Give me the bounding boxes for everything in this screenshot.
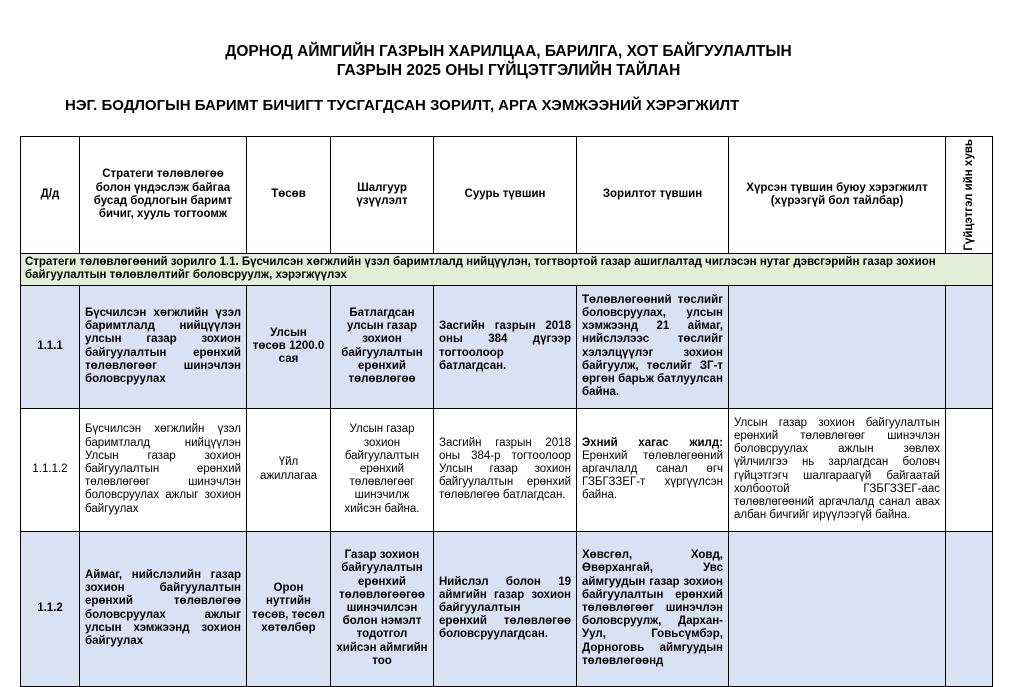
table-row: [21, 285, 993, 408]
row-achieved: Улсын газар зохион байгуулалтын ерөнхий төлөвлөгөөг шинэчлэн боловсруулах ажлын зөвлөх үйлчилгээ нь зарлагдсан боловч гүйцэтгэгч шалгараагүй байгаатай холбоотой ГЗБГЗЗЕГ-аас төлөвлөгөөний аргачлалд санал авах албан бичгийг ирүүлээгүй байна.: [729, 408, 946, 531]
row-strategy: Бүсчилсэн хөгжлийн үзэл баримтлалд нийцүүлэн улсын газар зохион байгуулалтын ерөнхий төлөвлөгөөг шинэчлэн боловсруулах: [80, 285, 247, 408]
header-achieved: Хүрсэн түвшин буюу хэрэгжилт (хүрээгүй бол тайлбар): [729, 137, 946, 254]
report-title-line1: ДОРНОД АЙМГИЙН ГАЗРЫН ХАРИЛЦАА, БАРИЛГА, ХОТ БАЙГУУЛАЛТЫН: [225, 43, 792, 60]
table-row: [21, 531, 993, 686]
header-target: Зорилтот түвшин: [577, 137, 729, 254]
row-achieved: [729, 531, 946, 686]
header-criterion: Шалгуур үзүүлэлт: [331, 137, 434, 254]
header-budget: Төсөв: [247, 137, 331, 254]
header-row: [21, 137, 993, 254]
row-percent: [946, 285, 993, 408]
row-achieved: [729, 285, 946, 408]
report-title-line2: ГАЗРЫН 2025 ОНЫ ГҮЙЦЭТГЭЛИЙН ТАЙЛАН: [336, 62, 681, 79]
implementation-table: [20, 136, 993, 687]
row-criterion: Улсын газар зохион байгуулалтын ерөнхий төлөвлөгөөг шинэчилж хийсэн байна.: [331, 408, 434, 531]
section-title: НЭГ. БОДЛОГЫН БАРИМТ БИЧИГТ ТУСГАГДСАН ЗОРИЛТ, АРГА ХЭМЖЭЭНИЙ ХЭРЭГЖИЛТ: [65, 97, 740, 114]
row-strategy: Аймаг, нийслэлийн газар зохион байгуулалтын ерөнхий төлөвлөгөө боловсруулах ажлыг улсын хэмжээнд зохион байгуулах: [80, 531, 247, 686]
header-percent-text: Гүйцэтгэл ийн хувь: [962, 139, 975, 251]
row-percent: [946, 531, 993, 686]
row-budget: Орон нутгийн төсөв, төсөл хөтөлбөр: [247, 531, 331, 686]
row-target-text: Ерөнхий төлөвлөгөөний аргачлалд санал өгч ГЗБГЗЗЕГ-т хүргүүлсэн байна.: [582, 449, 723, 502]
row-no: 1.1.1: [21, 285, 80, 408]
header-strategy: Стратеги төлөвлөгөө болон үндэслэж байгаа бусад бодлогын баримт бичиг, хууль тогтоомж: [80, 137, 247, 254]
table-row: [21, 408, 993, 531]
row-criterion: Газар зохион байгуулалтын ерөнхий төлөвлөгөөгөө шинэчилсэн болон нэмэлт тодотгол хийсэн аймгийн тоо: [331, 531, 434, 686]
row-target-bold: Эхний хагас жилд:: [582, 436, 723, 449]
row-criterion: Батлагдсан улсын газар зохион байгуулалтын ерөнхий төлөвлөгөө: [331, 285, 434, 408]
row-strategy: Бүсчилсэн хөгжлийн үзэл баримтлалд нийцүүлэн Улсын газар зохион байгуулалтын ерөнхий төлөвлөгөөг шинэчлэн боловсруулах ажлыг зохион байгуулах: [80, 408, 247, 531]
row-no: 1.1.1.2: [21, 408, 80, 531]
row-baseline: Засгийн газрын 2018 оны 384 дүгээр тогтоолоор батлагдсан.: [434, 285, 577, 408]
header-percent: [946, 137, 993, 254]
row-target: Хөвсгөл, Ховд, Өвөрхангай, Увс аймгуудын газар зохион байгуулалтын ерөнхий төлөвлөгөөг шинэчлэн боловсруулж, Дархан-Уул, Говьсүмбэр, Дорноговь аймгуудын төлөвлөгөөнд: [577, 531, 729, 686]
row-baseline: Нийслэл болон 19 аймгийн газар зохион байгуулалтын ерөнхий төлөвлөгөө боловсруулагдсан.: [434, 531, 577, 686]
row-baseline: Засгийн газрын 2018 оны 384-р тогтоолоор Улсын газар зохион байгуулалтын ерөнхий төлөвлөгөө батлагдсан.: [434, 408, 577, 531]
row-target: Төлөвлөгөөний төслийг боловсруулах, улсын хэмжээнд 21 аймаг, нийслэлээс төслийг хэлэлцүүлэг зохион байгуулж, төслийг ЗГ-т өргөн барьж батлуулсан байна.: [577, 285, 729, 408]
row-target: [577, 408, 729, 531]
goal-text: Стратеги төлөвлөгөөний зорилго 1.1. Бүсчилсэн хөгжлийн үзэл баримтлалд нийцүүлэн, тогтвортой газар ашиглалтад чиглэсэн нутаг дэвсгэрийн газар зохион байгуулалтын төлөвлөлтийг боловсруулж, хэрэгжүүлэх: [21, 253, 993, 285]
goal-row: [21, 253, 993, 285]
row-percent: [946, 408, 993, 531]
row-budget: Улсын төсөв 1200.0 сая: [247, 285, 331, 408]
row-budget: Үйл ажиллагаа: [247, 408, 331, 531]
header-no: Д/д: [21, 137, 80, 254]
row-no: 1.1.2: [21, 531, 80, 686]
header-baseline: Суурь түвшин: [434, 137, 577, 254]
